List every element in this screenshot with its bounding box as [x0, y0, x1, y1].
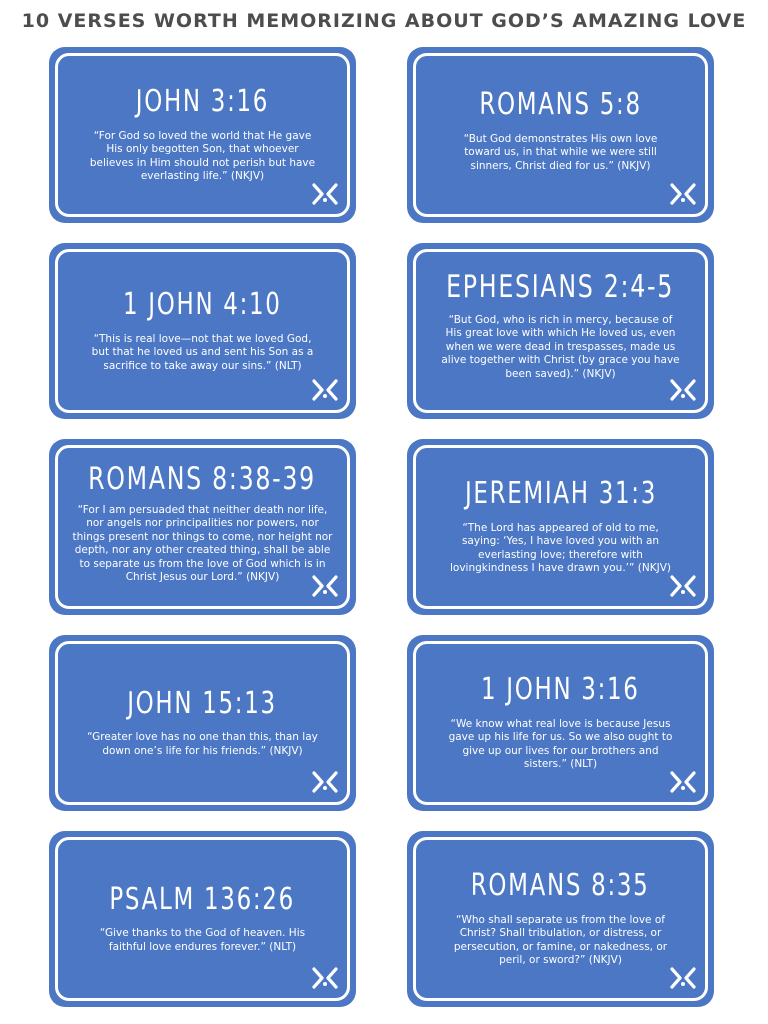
- verse-card: [407, 831, 714, 1007]
- verse-card: [49, 635, 356, 811]
- verse-card: [49, 831, 356, 1007]
- verse-text: “The Lord has appeared of old to me, saying: ‘Yes, I have loved you with an everlasting love; therefore with lovingkindness I have drawn you.’” (NKJV): [450, 521, 671, 575]
- page-title: 10 VERSES WORTH MEMORIZING ABOUT GOD’S AMAZING LOVE: [21, 10, 747, 32]
- verse-reference: JEREMIAH 31:3: [464, 476, 657, 512]
- verse-reference: PSALM 136:26: [109, 881, 296, 917]
- brand-x-logo-icon: [312, 575, 338, 597]
- verse-text: “But God, who is rich in mercy, because of His great love with which He loved us, even when we were dead in trespasses, made us alive together with Christ (by grace you have been saved).” (NKJV): [441, 313, 680, 380]
- verse-card: [49, 439, 356, 615]
- verse-reference: 1 JOHN 4:10: [123, 287, 282, 322]
- verse-reference: ROMANS 8:35: [471, 868, 650, 904]
- brand-x-logo-icon: [670, 183, 696, 205]
- verse-reference: 1 JOHN 3:16: [481, 672, 640, 708]
- brand-x-logo-icon: [670, 967, 696, 989]
- verse-card: [407, 243, 714, 419]
- verse-text: “This is real love—not that we loved God, but that he loved us and sent his Son as a sacrifice to take away our sins.” (NLT): [91, 332, 314, 372]
- verse-card: [407, 47, 714, 223]
- verse-text: “Greater love has no one than this, than lay down one’s life for his friends.” (NKJV): [87, 731, 318, 757]
- verse-text: “But God demonstrates His own love toward us, in that while we were still sinners, Christ died for us.” (NKJV): [463, 132, 658, 172]
- verse-card: [49, 47, 356, 223]
- brand-x-logo-icon: [670, 379, 696, 401]
- brand-x-logo-icon: [670, 771, 696, 793]
- brand-x-logo-icon: [312, 967, 338, 989]
- verse-reference: ROMANS 5:8: [479, 87, 642, 122]
- verse-reference: JOHN 15:13: [127, 685, 278, 721]
- verse-text: “We know what real love is because Jesus gave up his life for us. So we also ought to give up our lives for our brothers and sisters.” (NLT): [448, 717, 673, 771]
- verse-reference: EPHESIANS 2:4-5: [446, 268, 675, 305]
- verse-text: “Give thanks to the God of heaven. His faithful love endures forever.” (NLT): [99, 927, 306, 953]
- verse-text: “For God so loved the world that He gave His only begotten Son, that whoever believes in Him should not perish but have everlasting life.” (NKJV): [89, 129, 316, 183]
- brand-x-logo-icon: [670, 575, 696, 597]
- verse-card: [49, 243, 356, 419]
- verse-card: [407, 439, 714, 615]
- brand-x-logo-icon: [312, 379, 338, 401]
- verse-reference: JOHN 3:16: [135, 84, 270, 120]
- verse-reference: ROMANS 8:38-39: [88, 461, 317, 498]
- verse-card: [407, 635, 714, 811]
- brand-x-logo-icon: [312, 183, 338, 205]
- verse-text: “For I am persuaded that neither death nor life, nor angels nor principalities nor powers, nor things present nor things to come, nor height nor depth, nor any other created thing, shall be able to separate us from the love of God which is in Christ Jesus our Lord.” (NKJV): [72, 503, 333, 584]
- verse-text: “Who shall separate us from the love of Christ? Shall tribulation, or distress, or persecution, or famine, or nakedness, or peril, or sword?” (NKJV): [453, 913, 668, 967]
- brand-x-logo-icon: [312, 771, 338, 793]
